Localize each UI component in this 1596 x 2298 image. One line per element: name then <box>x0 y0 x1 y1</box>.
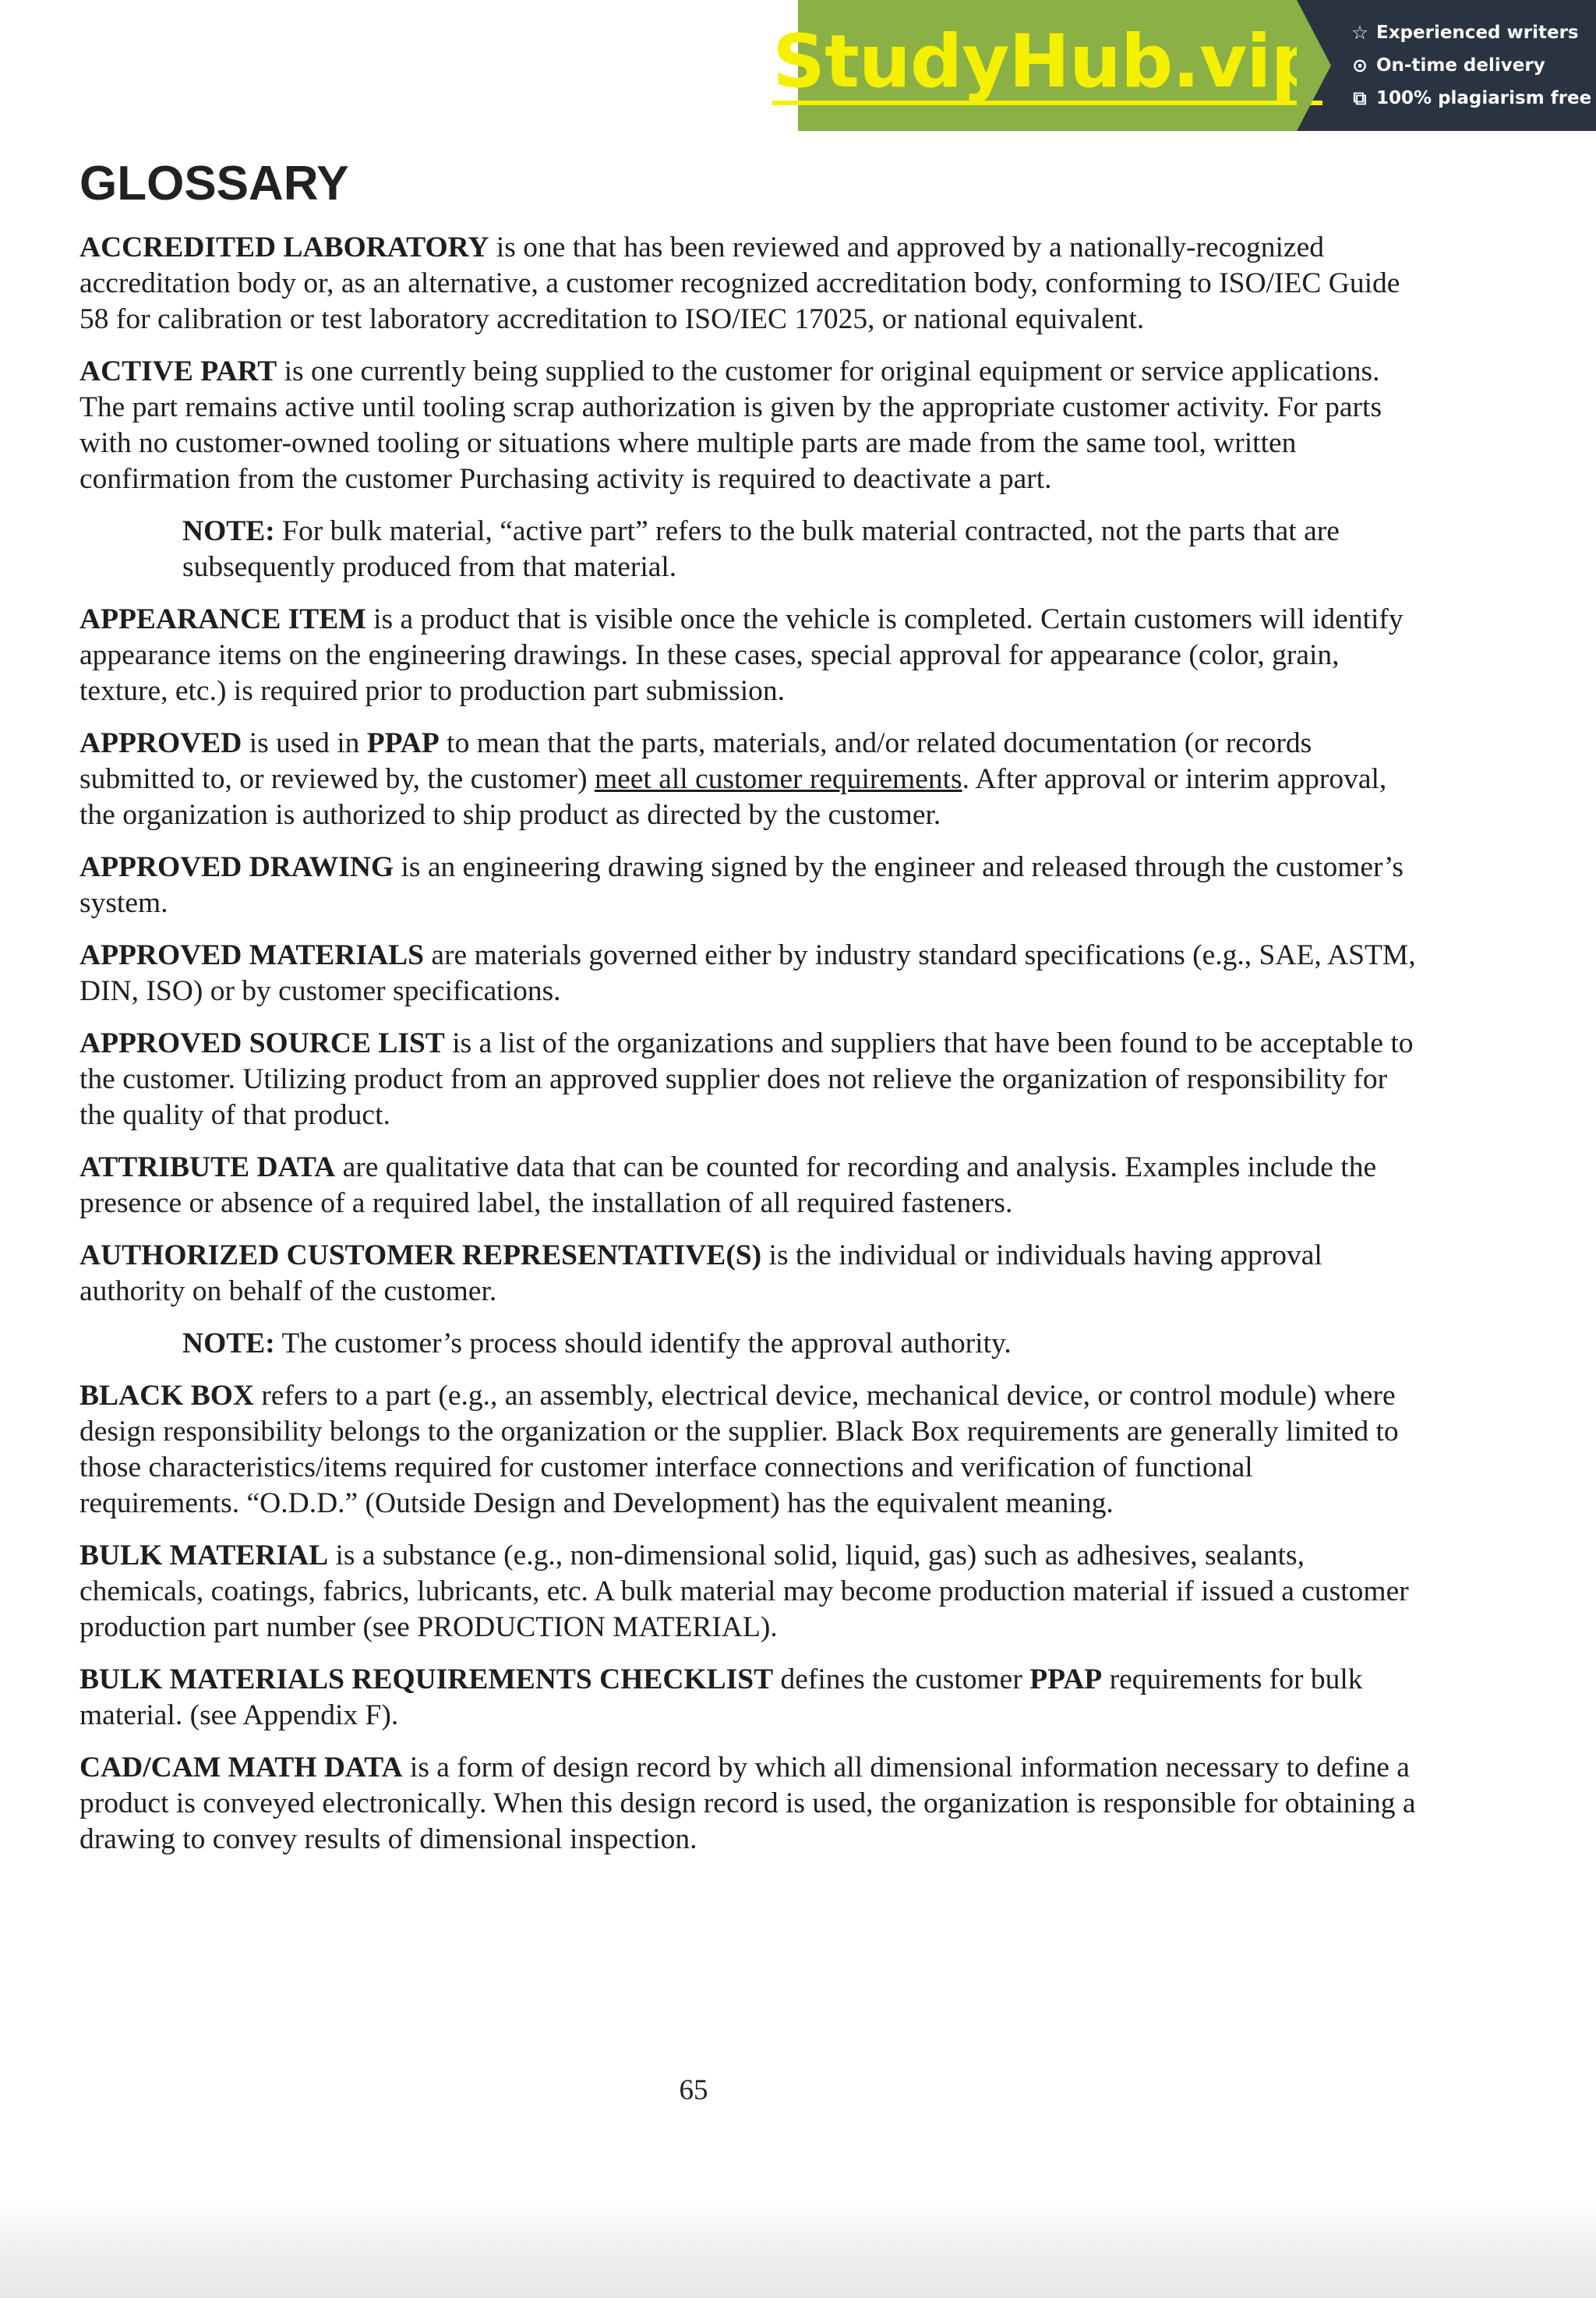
glossary-term: BULK MATERIAL <box>79 1540 329 1571</box>
glossary-definition: is a form of design record by which all dimensional information necessary to define a product is conveyed electronically. When this design record is used, the organization is responsible for obtaining a drawing to convey results of dimensional inspection. <box>79 1752 1416 1855</box>
glossary-definition: is the individual or individuals having approval authority on behalf of the customer. <box>79 1239 1322 1307</box>
glossary-entry-appearance-item <box>79 602 1420 709</box>
glossary-entry-approved-drawing <box>79 850 1420 921</box>
glossary-entry-bulk-materials-checklist <box>79 1662 1420 1734</box>
note-bulk-material <box>182 514 1420 585</box>
glossary-entry-approved <box>79 726 1420 833</box>
glossary-term: APPEARANCE ITEM <box>79 603 366 635</box>
glossary-definition: is a product that is visible once the vehicle is completed. Certain customers will identify appearance items on the engineering drawings. In these cases, special approval for appearance (color, grain, texture, etc.) is required prior to production part submission. <box>79 603 1404 707</box>
glossary-definition: is a list of the organizations and suppliers that have been found to be acceptable to the customer. Utilizing product from an approved supplier does not relieve the organization of responsibility for the quality of that product. <box>79 1027 1414 1131</box>
glossary-term: APPROVED MATERIALS <box>79 939 425 971</box>
note-label: NOTE: <box>182 1328 275 1359</box>
glossary-entry-cad-cam-math-data <box>79 1750 1420 1858</box>
brand-logo[interactable] <box>772 0 1322 131</box>
feature-experienced-writers <box>1350 22 1596 44</box>
glossary-term: APPROVED SOURCE LIST <box>79 1027 445 1059</box>
glossary-entry-approved-source-list <box>79 1026 1420 1133</box>
note-label: NOTE: <box>182 515 275 547</box>
glossary-definition: requirements for bulk material. (see Appendix F). <box>79 1663 1363 1731</box>
underlined-phrase: meet all customer requirements <box>594 763 962 795</box>
copy-check-icon: ⧉ <box>1353 87 1367 109</box>
glossary-term: ACTIVE PART <box>79 355 277 387</box>
note-approval-authority <box>182 1326 1420 1362</box>
glossary-definition: is a substance (e.g., non-dimensional solid, liquid, gas) such as adhesives, sealants, chemicals, coatings, fabrics, lubricants, etc. A bulk material may become production material if issued a customer production part number (see PRODUCTION MATERIAL). <box>79 1540 1409 1643</box>
glossary-definition: is an engineering drawing signed by the engineer and released through the customer’s system. <box>79 851 1404 919</box>
feature-label: 100% plagiarism free <box>1376 88 1592 108</box>
glossary-term: CAD/CAM MATH DATA <box>79 1752 403 1784</box>
feature-label: Experienced writers <box>1376 23 1579 43</box>
page-number: 65 <box>679 2074 708 2106</box>
glossary-definition: . After approval or interim approval, the organization is authorized to ship product as directed by the customer. <box>79 763 1387 831</box>
glossary-term: BLACK BOX <box>79 1380 254 1412</box>
glossary-entry-accredited-laboratory <box>79 230 1420 338</box>
glossary-definition: defines the customer <box>773 1663 1030 1695</box>
star-outline-icon: ☆ <box>1351 22 1368 44</box>
glossary-term: APPROVED <box>79 727 242 759</box>
ad-banner[interactable] <box>772 0 1596 131</box>
glossary-definition: to mean that the parts, materials, and/or related documentation (or records submitted to, or reviewed by, the customer) <box>79 727 1312 795</box>
glossary-definition: are qualitative data that can be counted for recording and analysis. Examples include the presence or absence of a required label, the installation of all required fasteners. <box>79 1151 1377 1219</box>
feature-label: On-time delivery <box>1376 55 1545 76</box>
glossary-definition: refers to a part (e.g., an assembly, electrical device, mechanical device, or control module) where design responsibility belongs to the organization or the supplier. Black Box requirements are generally limited to those characteristics/items required for customer interface connections and verification of functional requirements. “O.D.D.” (Outside Design and Development) has the equivalent meaning. <box>79 1380 1399 1519</box>
glossary-definition: is one that has been reviewed and approved by a nationally-recognized accreditation body or, as an alternative, a customer recognized accreditation body, conforming to ISO/IEC Guide 58 for calibration or test laboratory accreditation to ISO/IEC 17025, or national equivalent. <box>79 232 1400 335</box>
glossary-entry-authorized-customer-representative <box>79 1238 1420 1310</box>
glossary-definition: is one currently being supplied to the customer for original equipment or service applications. The part remains active until tooling scrap authorization is given by the appropriate customer activity. For parts with no customer-owned tooling or situations where multiple parts are made from the same tool, written confirmation from the customer Purchasing activity is required to deactivate a part. <box>79 355 1382 495</box>
page-title: GLOSSARY <box>79 157 349 210</box>
banner-features <box>1297 0 1596 131</box>
brand-name: StudyHub.vip <box>772 19 1322 104</box>
feature-on-time-delivery <box>1350 55 1596 76</box>
ppap-abbrev: PPAP <box>1029 1663 1103 1695</box>
ppap-abbrev: PPAP <box>366 727 440 759</box>
feature-plagiarism-free <box>1350 87 1596 109</box>
clock-icon: ⊙ <box>1351 55 1368 76</box>
glossary-entry-black-box <box>79 1378 1420 1522</box>
scan-edge-shadow <box>0 2204 1596 2298</box>
glossary-term: ACCREDITED LABORATORY <box>79 232 489 263</box>
glossary-term: ATTRIBUTE DATA <box>79 1151 336 1183</box>
note-text: The customer’s process should identify the approval authority. <box>274 1328 1012 1359</box>
glossary-entry-bulk-material <box>79 1538 1420 1646</box>
glossary-entry-approved-materials <box>79 938 1420 1009</box>
document-body <box>79 156 1420 1874</box>
glossary-term: APPROVED DRAWING <box>79 851 394 883</box>
note-text: For bulk material, “active part” refers to the bulk material contracted, not the parts that are subsequently produced from that material. <box>182 515 1340 583</box>
glossary-definition: are materials governed either by industry standard specifications (e.g., SAE, ASTM, DIN, ISO) or by customer specifications. <box>79 939 1416 1007</box>
glossary-term: AUTHORIZED CUSTOMER REPRESENTATIVE(S) <box>79 1239 762 1271</box>
glossary-term: BULK MATERIALS REQUIREMENTS CHECKLIST <box>79 1663 774 1695</box>
glossary-entry-active-part <box>79 354 1420 497</box>
glossary-definition: is used in <box>242 727 367 759</box>
glossary-entry-attribute-data <box>79 1150 1420 1221</box>
